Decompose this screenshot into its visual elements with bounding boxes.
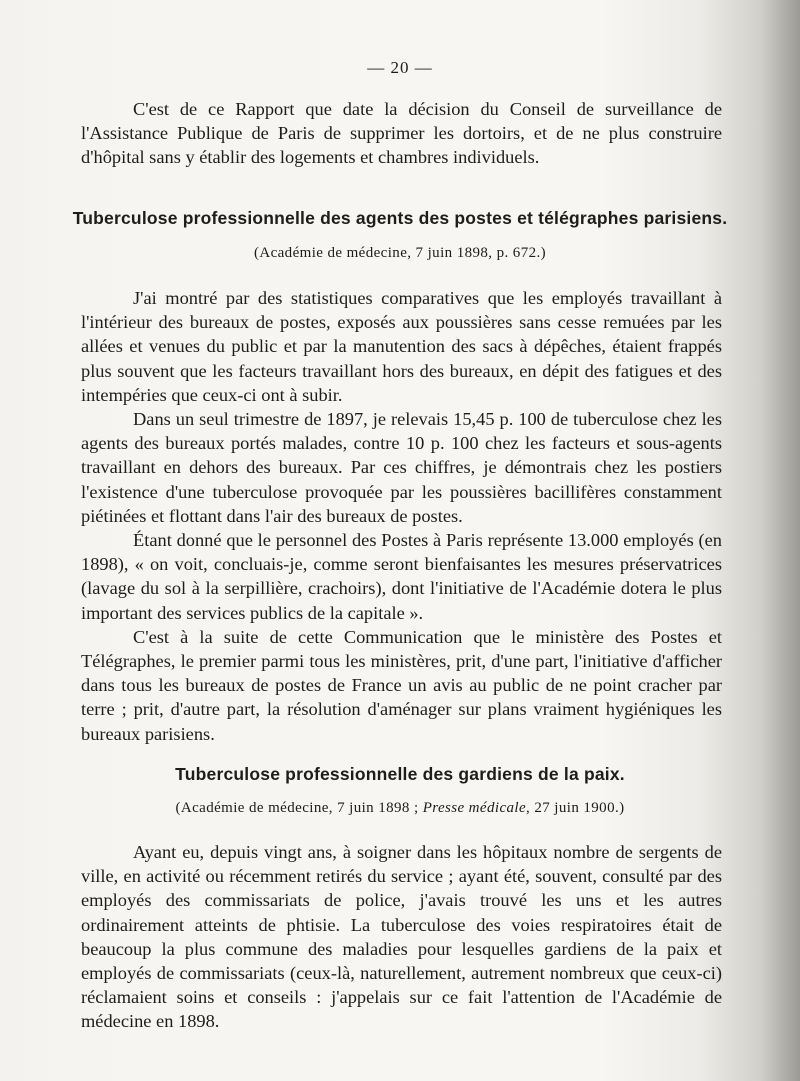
citation-suffix: , 27 juin 1900.) bbox=[526, 800, 625, 816]
section-body-postes bbox=[81, 286, 722, 746]
body-paragraph: J'ai montré par des statistiques comparatives que les employés travaillant à l'intérieur des bureaux de postes, exposés aux poussières sans cesse remuées par les allées et venues du public et par la manutention des sacs à dépêches, étaient frappés plus souvent que les facteurs travaillant hors des bureaux, en dépit des fatigues et des intempéries que ceux-ci ont à subir. bbox=[81, 288, 722, 405]
citation-journal: Presse médicale bbox=[422, 800, 527, 816]
page-number: — 20 — bbox=[367, 58, 433, 77]
section-citation-postes: (Académie de médecine, 7 juin 1898, p. 672.) bbox=[253, 245, 547, 261]
body-paragraph: Dans un seul trimestre de 1897, je relevais 15,45 p. 100 de tuberculose chez les agents des bureaux portés malades, contre 10 p. 100 chez les facteurs et sous-agents travaillant en dehors des bureaux. Par ces chiffres, je démontrais chez les postiers l'existence d'une tuberculose provoquée par les poussières bacillifères constamment piétinées et flottant dans l'air des bureaux de postes. bbox=[81, 409, 722, 526]
body-paragraph: Ayant eu, depuis vingt ans, à soigner dans les hôpitaux nombre de sergents de ville, en activité ou récemment retirés du service ; ayant été, souvent, consulté par des employés des commissariats de police, j'avais trouvé les uns et les autres ordinairement atteints de phtisie. La tuberculose des voies respiratoires était de beaucoup la plus commune des maladies pour lesquelles gardiens de la paix et employés de commissariats (ceux-là, naturellement, autrement nombreux que ceux-ci) réclamaient soins et conseils : j'appelais sur ce fait l'attention de l'Académie de médecine en 1898. bbox=[81, 842, 722, 1032]
section-citation-gardiens bbox=[60, 800, 740, 817]
body-paragraph: Étant donné que le personnel des Postes à Paris représente 13.000 employés (en 1898), « on voit, concluais-je, comme seront bienfaisantes les mesures préservatrices (lavage du sol à la serpillière, crachoirs), dont l'initiative de l'Académie dotera le plus important des services publics de la capitale ». bbox=[81, 530, 722, 623]
section-body-gardiens bbox=[81, 840, 722, 1034]
body-paragraph: C'est à la suite de cette Communication que le ministère des Postes et Télégraphes, le premier parmi tous les ministères, prit, d'une part, l'initiative d'afficher dans tous les bureaux de postes de France un avis au public de ne point cracher par terre ; prit, d'autre part, la résolution d'aménager sur plans vraiment hygiéniques les bureaux parisiens. bbox=[81, 626, 722, 744]
section-heading-postes: Tuberculose professionnelle des agents des postes et télégraphes parisiens. bbox=[72, 208, 728, 228]
intro-paragraph: C'est de ce Rapport que date la décision du Conseil de surveillance de l'Assistance Publique de Paris de supprimer les dortoirs, et de ne plus construire d'hôpital sans y établir des logements et chambres individuels. bbox=[81, 99, 722, 168]
citation-prefix: (Académie de médecine, 7 juin 1898 ; bbox=[175, 800, 423, 816]
section-heading-gardiens: Tuberculose professionnelle des gardiens de la paix. bbox=[175, 764, 625, 784]
intro-block bbox=[81, 97, 722, 170]
